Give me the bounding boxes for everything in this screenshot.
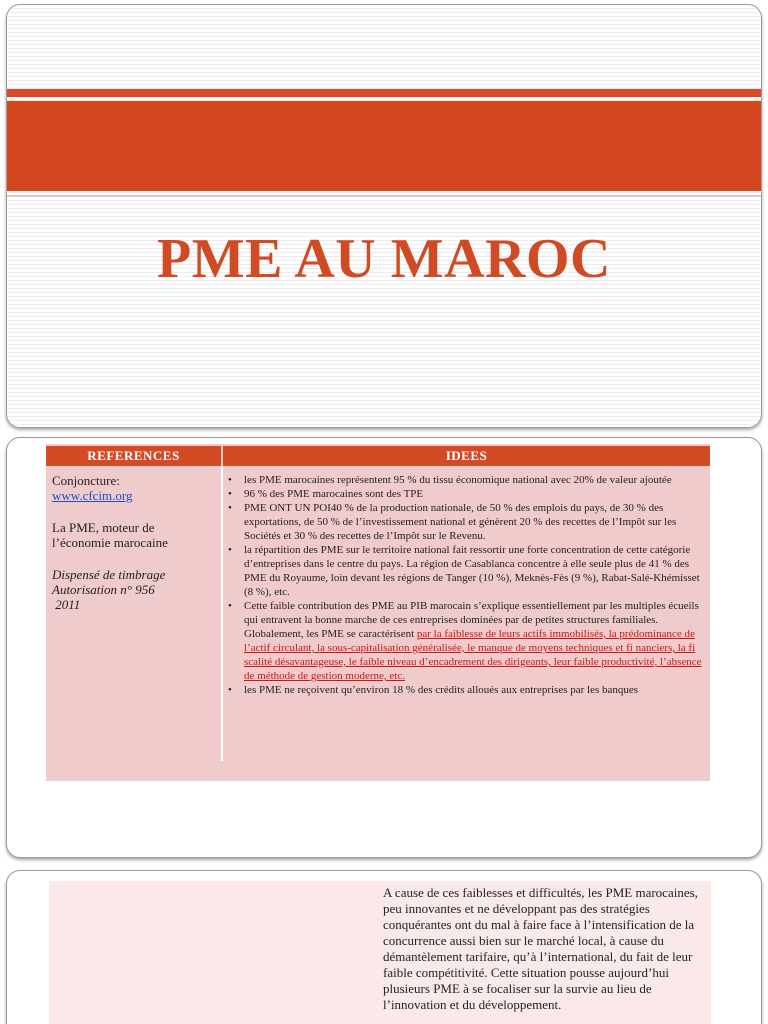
list-item: • les PME marocaines représentent 95 % du tissu économique national avec 20% de valeur ajoutée <box>228 474 672 486</box>
list-item: • Cette faible contribution des PME au PIB marocain s’explique essentiellement par les multiples écueils qui entravent la bonne marche de ces entreprises dominées par de petites structures familiales. Globalement, les PME se caractérisent par la faiblesse de leurs actifs immobilisés, la prédominance de l’actif circulant, la sous-capitalisation généralisée, le manque de moyens techniques et fi nanciers, la fi scalité désavantageuse, le faible niveau d’encadrement des dirigeants, leur faible productivité, l’absence de méthode de gestion moderne, etc. <box>228 600 702 682</box>
bullet: • <box>228 488 232 500</box>
list-item: • PME ONT UN POI40 % de la production nationale, de 50 % des emplois du pays, de 30 % des exportations, de 50 % de l’investissement national et génèrent 20 % des recettes de l’Impôt sur les Sociétés et 30 % des recettes de l’Impôt sur le Revenu. <box>228 502 677 542</box>
list-item: • la répartition des PME sur le territoire national fait ressortir une forte concentration de cette catégorie d’entreprises dans le centre du pays. La région de Casablanca concentre à elle seule plus de 41 % des PME du Royaume, loin devant les régions de Tanger (10 %), Meknès-Fès (9 %), Rabat-Salé-Khémisset (8 %), etc. <box>228 544 700 598</box>
article-title-line1: La PME, moteur de <box>52 520 155 535</box>
references-slide <box>6 437 762 858</box>
bullet: • <box>228 684 232 696</box>
bullet: • <box>228 474 232 486</box>
accent-line-bottom <box>7 195 761 197</box>
title-slide <box>6 4 762 428</box>
autorisation-note: Autorisation n° 956 <box>52 582 155 597</box>
conjoncture-label: Conjoncture: <box>52 473 120 488</box>
bullet: • <box>228 600 232 612</box>
references-table <box>46 444 710 781</box>
conclusion-paragraph: A cause de ces faiblesses et difficultés, les PME marocaines, peu innovantes et ne développant pas des stratégies conquérantes ont du mal à faire face à l’intensification de la concurrence aussi bien sur le marché local, à cause du démantèlement tarifaire, qu’à l’international, du fait de leur faible compétitivité. Cette situation pousse aujourd’hui plusieurs PME à se focaliser sur la survie au lieu de l’innovation et du développement. <box>383 885 698 1012</box>
highlighted-text: par la faiblesse de leurs actifs immobilisés, la prédominance de l’actif circulant, la sous-capitalisation généralisée, le manque de moyens techniques et fi nanciers, la fi scalité désavantageuse, le faible niveau d’encadrement des dirigeants, leur faible productivité, l’absence de méthode de gestion moderne, etc. <box>244 628 702 682</box>
year-note: 2011 <box>52 597 81 612</box>
header-band <box>7 101 761 191</box>
header-references: REFERENCES <box>46 446 221 466</box>
ideas-list <box>226 473 704 697</box>
dispense-note: Dispensé de timbrage <box>52 567 166 582</box>
accent-line-top <box>7 89 761 97</box>
conclusion-slide <box>6 870 762 1024</box>
bullet: • <box>228 544 232 556</box>
column-divider <box>221 466 223 761</box>
slide-title: PME AU MAROC <box>157 228 611 290</box>
list-item: • les PME ne reçoivent qu’environ 18 % des crédits alloués aux entreprises par les banques <box>228 684 639 696</box>
article-title-line2: l’économie marocaine <box>52 535 168 550</box>
header-idees: IDEES <box>223 446 710 466</box>
references-cell <box>52 473 217 612</box>
cfcim-link[interactable]: www.cfcim.org <box>52 488 133 503</box>
list-item: • 96 % des PME marocaines sont des TPE <box>228 488 424 500</box>
bullet: • <box>228 502 232 514</box>
